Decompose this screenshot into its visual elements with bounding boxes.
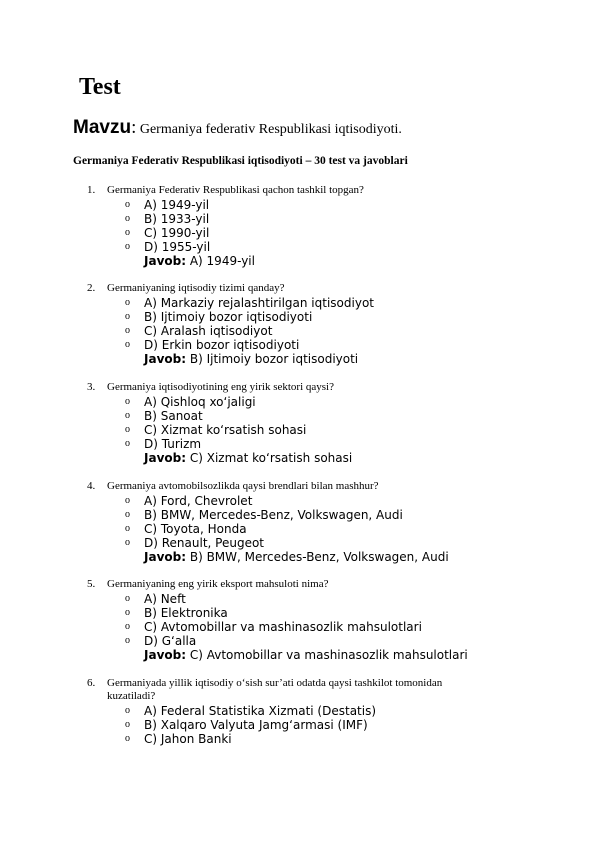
option-text: B) Xalqaro Valyuta Jamg‘armasi (IMF): [144, 718, 368, 732]
option-text: C) Xizmat ko‘rsatish sohasi: [144, 423, 307, 437]
question-number: 4.: [87, 480, 96, 492]
option-text: A) Ford, Chevrolet: [144, 494, 253, 508]
question-text: Germaniya avtomobilsozlikda qaysi brendlari bilan mashhur?: [107, 480, 379, 492]
topic-text: Germaniya federativ Respublikasi iqtisodiyoti.: [136, 122, 402, 137]
bullet-icon: o: [125, 213, 130, 224]
answer-line: [144, 254, 255, 268]
option-item: [0, 592, 596, 606]
question-text: Germaniya iqtisodiyotining eng yirik sektori qaysi?: [107, 381, 334, 393]
bullet-icon: o: [125, 635, 130, 646]
bullet-icon: o: [125, 297, 130, 308]
option-item: [0, 437, 596, 451]
bullet-icon: o: [125, 719, 130, 730]
option-text: C) Avtomobillar va mashinasozlik mahsulotlari: [144, 620, 422, 634]
bullet-icon: o: [125, 621, 130, 632]
option-item: [0, 324, 596, 338]
answer-line: [144, 352, 358, 366]
option-item: [0, 338, 596, 352]
option-text: D) Erkin bozor iqtisodiyoti: [144, 338, 300, 352]
option-text: C) Aralash iqtisodiyot: [144, 324, 273, 338]
option-text: A) Federal Statistika Xizmati (Destatis): [144, 704, 377, 718]
option-item: [0, 395, 596, 409]
option-item: [0, 240, 596, 254]
answer-label: Javob:: [144, 254, 187, 268]
question-text: Germaniyaning eng yirik eksport mahsuloti nima?: [107, 578, 329, 590]
option-text: D) G‘alla: [144, 634, 197, 648]
option-text: B) Ijtimoiy bozor iqtisodiyoti: [144, 310, 313, 324]
answer-value: C) Xizmat ko‘rsatish sohasi: [186, 451, 353, 465]
option-item: [0, 409, 596, 423]
answer-label: Javob:: [144, 550, 187, 564]
option-item: [0, 494, 596, 508]
option-item: [0, 536, 596, 550]
bullet-icon: o: [125, 241, 130, 252]
question-number: 5.: [87, 578, 96, 590]
question-number: 3.: [87, 381, 96, 393]
option-item: [0, 606, 596, 620]
bullet-icon: o: [125, 523, 130, 534]
option-text: A) Qishloq xo‘jaligi: [144, 395, 256, 409]
option-text: D) Renault, Peugeot: [144, 536, 264, 550]
option-text: C) Toyota, Honda: [144, 522, 247, 536]
bullet-icon: o: [125, 199, 130, 210]
answer-label: Javob:: [144, 352, 187, 366]
bullet-icon: o: [125, 733, 130, 744]
answer-line: [144, 451, 352, 465]
bullet-icon: o: [125, 593, 130, 604]
bullet-icon: o: [125, 495, 130, 506]
answer-label: Javob:: [144, 451, 187, 465]
bullet-icon: o: [125, 227, 130, 238]
bullet-icon: o: [125, 537, 130, 548]
option-text: A) Markaziy rejalashtirilgan iqtisodiyot: [144, 296, 374, 310]
topic-label: Mavzu: [73, 117, 132, 138]
question-number: 1.: [87, 184, 96, 196]
question-number: 2.: [87, 282, 96, 294]
answer-value: B) Ijtimoiy bozor iqtisodiyoti: [186, 352, 359, 366]
section-subtitle: Germaniya Federativ Respublikasi iqtisodiyoti – 30 test va javoblari: [73, 155, 408, 167]
option-text: B) 1933-yil: [144, 212, 210, 226]
option-text: A) Neft: [144, 592, 186, 606]
option-text: B) BMW, Mercedes-Benz, Volkswagen, Audi: [144, 508, 403, 522]
question-text: Germaniyada yillik iqtisodiy o‘sish sur’ati odatda qaysi tashkilot tomonidan kuzatiladi?: [107, 677, 443, 702]
question-text: Germaniya Federativ Respublikasi qachon tashkil topgan?: [107, 184, 364, 196]
option-item: [0, 198, 596, 212]
bullet-icon: o: [125, 509, 130, 520]
option-item: [0, 718, 596, 732]
answer-value: B) BMW, Mercedes-Benz, Volkswagen, Audi: [186, 550, 449, 564]
option-item: [0, 634, 596, 648]
option-item: [0, 212, 596, 226]
topic-line: [73, 116, 402, 142]
option-text: A) 1949-yil: [144, 198, 210, 212]
bullet-icon: o: [125, 396, 130, 407]
answer-value: C) Avtomobillar va mashinasozlik mahsulotlari: [186, 648, 468, 662]
bullet-icon: o: [125, 339, 130, 350]
option-item: [0, 423, 596, 437]
option-text: C) 1990-yil: [144, 226, 210, 240]
bullet-icon: o: [125, 438, 130, 449]
question-number: 6.: [87, 677, 96, 689]
answer-line: [144, 550, 449, 564]
question-text: Germaniyaning iqtisodiy tizimi qanday?: [107, 282, 285, 294]
option-item: [0, 620, 596, 634]
option-text: D) 1955-yil: [144, 240, 211, 254]
topic-colon: :: [131, 117, 137, 138]
answer-line: [144, 648, 468, 662]
option-item: [0, 522, 596, 536]
option-text: B) Elektronika: [144, 606, 228, 620]
option-item: [0, 226, 596, 240]
answer-value: A) 1949-yil: [186, 254, 255, 268]
option-text: D) Turizm: [144, 437, 202, 451]
bullet-icon: o: [125, 325, 130, 336]
option-item: [0, 508, 596, 522]
option-text: C) Jahon Banki: [144, 732, 232, 746]
option-item: [0, 704, 596, 718]
page-title: Test: [79, 74, 121, 100]
bullet-icon: o: [125, 311, 130, 322]
answer-label: Javob:: [144, 648, 187, 662]
option-item: [0, 310, 596, 324]
option-item: [0, 732, 596, 746]
bullet-icon: o: [125, 410, 130, 421]
option-text: B) Sanoat: [144, 409, 203, 423]
bullet-icon: o: [125, 607, 130, 618]
option-item: [0, 296, 596, 310]
bullet-icon: o: [125, 705, 130, 716]
bullet-icon: o: [125, 424, 130, 435]
